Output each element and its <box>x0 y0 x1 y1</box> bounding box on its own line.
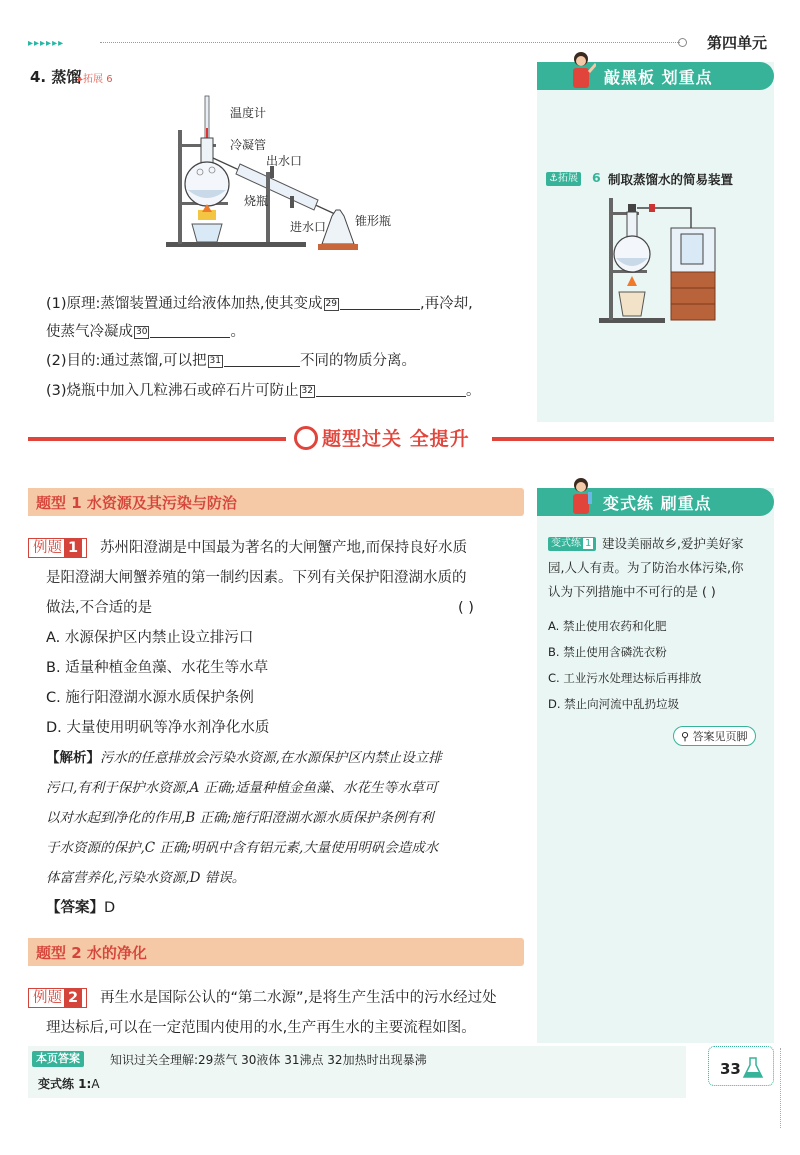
page-number-box <box>708 1046 774 1086</box>
target-icon <box>294 426 318 450</box>
footer-answer-tag: 本页答案 <box>32 1051 84 1067</box>
question-1b: 使蒸气冷凝成 30 。 <box>46 324 245 340</box>
label-conical-flask: 锥形瓶 <box>355 214 392 228</box>
stand-rod <box>178 130 182 244</box>
variant-option-a[interactable]: A. 禁止使用农药和化肥 <box>548 619 667 633</box>
footer-variant-answer: 变式练 1:A <box>38 1077 100 1091</box>
footer-answers-line: 知识过关全理解:29蒸气 30液体 31沸点 32加热时出现暴沸 <box>110 1053 427 1067</box>
label-flask: 烧瓶 <box>244 194 269 208</box>
variant-stem-line-2: 园,人人有责。为了防治水体污染,你 <box>548 560 744 575</box>
variant-option-c[interactable]: C. 工业污水处理达标后再排放 <box>548 671 702 685</box>
teacher-figure-icon <box>566 50 596 92</box>
variant-option-d[interactable]: D. 禁止向河流中乱扔垃圾 <box>548 697 680 711</box>
blank-30[interactable] <box>150 324 230 338</box>
analysis-line-5: 体富营养化,污染水资源,D 错误。 <box>46 870 246 886</box>
analysis-line-4: 于水资源的保护,C 正确;明矾中含有铝元素,大量使用明矾会造成水 <box>46 840 439 856</box>
distillation-apparatus-diagram <box>150 92 390 260</box>
variant-title: 变式练 刷重点 <box>603 494 712 513</box>
blank-32[interactable] <box>316 383 466 397</box>
option-b[interactable]: B. 适量种植金鱼藻、水花生等水草 <box>46 660 269 676</box>
type1-title: 题型 1 水资源及其污染与防治 <box>36 494 237 512</box>
question-2: (2)目的:通过蒸馏,可以把 31 不同的物质分离。 <box>46 353 416 369</box>
blank-number: 32 <box>301 386 313 396</box>
margin-dotted-line <box>780 1048 794 1128</box>
example-1-tag: 例题 1 <box>28 538 87 558</box>
question-3: (3)烧瓶中加入几粒沸石或碎石片可防止 32 。 <box>46 383 481 399</box>
example-1-stem-line-1: 苏州阳澄湖是中国最为著名的大闸蟹产地,而保持良好水质 <box>100 540 468 556</box>
expand-number: 6 <box>592 170 601 185</box>
flask-shape <box>185 162 229 206</box>
teacher-figure-icon <box>566 476 596 518</box>
section-expand-tag: ▸拓展 6 <box>78 74 113 85</box>
answer-paren[interactable]: ( ) <box>458 600 474 616</box>
section-title: 4. 蒸馏 <box>30 68 82 86</box>
variant-tag: 变式练 1 <box>548 537 596 551</box>
variant-option-b[interactable]: B. 禁止使用含磷洗衣粉 <box>548 645 667 659</box>
label-water-out: 出水口 <box>266 154 303 168</box>
type2-header <box>28 938 524 966</box>
variant-stem-line-3[interactable]: 认为下列措施中不可行的是 ( ) <box>548 584 716 599</box>
flask-shape <box>614 236 650 272</box>
key-points-title: 敲黑板 划重点 <box>604 68 713 87</box>
expand-tag: ⚓拓展 <box>546 172 581 186</box>
divider-left <box>28 437 286 441</box>
simple-distillation-diagram <box>595 192 725 324</box>
blank-29[interactable] <box>340 296 420 310</box>
example-1-stem-line-3: 做法,不合适的是 <box>46 600 153 616</box>
answer-line: 【答案】D <box>46 900 116 916</box>
example-2-tag: 例题 2 <box>28 988 87 1008</box>
question-1a: (1)原理:蒸馏装置通过给液体加热,使其变成 29 ,再冷却, <box>46 296 473 312</box>
blank-number: 31 <box>209 356 221 366</box>
analysis-line-1: 【解析】污水的任意排放会污染水资源,在水源保护区内禁止设立排 <box>46 750 442 766</box>
unit-title: 第四单元 <box>707 34 768 52</box>
header-dotted-line <box>100 42 680 43</box>
example-2-stem-line-1: 再生水是国际公认的“第二水源”,是将生产生活中的污水经过处 <box>100 990 497 1006</box>
variant-stem-line-1: 建设美丽故乡,爱护美好家 <box>602 536 744 551</box>
example-2-stem-line-2: 理达标后,可以在一定范围内使用的水,生产再生水的主要流程如图。 <box>46 1020 476 1036</box>
blank-number: 30 <box>136 327 148 337</box>
option-d[interactable]: D. 大量使用明矾等净水剂净化水质 <box>46 720 270 736</box>
header-arrows: ▸▸▸▸▸▸ <box>28 38 65 49</box>
answer-see-footer-button[interactable]: ⚲ 答案见页脚 <box>673 726 756 746</box>
label-condenser: 冷凝管 <box>230 138 267 152</box>
blank-31[interactable] <box>224 353 300 367</box>
example-1-stem-line-2: 是阳澄湖大闸蟹养殖的第一制约因素。下列有关保护阳澄湖水质的 <box>46 570 467 586</box>
option-c[interactable]: C. 施行阳澄湖水源水质保护条例 <box>46 690 254 706</box>
page-number: 33 <box>720 1060 741 1078</box>
divider-title: 题型过关 全提升 <box>322 428 470 450</box>
blank-number: 29 <box>325 299 337 309</box>
conical-flask-shape <box>322 210 354 244</box>
expand-title: 制取蒸馏水的简易装置 <box>608 172 734 187</box>
analysis-line-3: 以对水起到净化的作用,B 正确;施行阳澄湖水源水质保护条例有利 <box>46 810 434 826</box>
analysis-line-2: 污口,有利于保护水资源,A 正确;适量种植金鱼藻、水花生等水草可 <box>46 780 438 796</box>
flask-icon <box>742 1056 764 1080</box>
label-thermometer: 温度计 <box>230 106 267 120</box>
type1-header <box>28 488 524 516</box>
type2-title: 题型 2 水的净化 <box>36 944 147 962</box>
label-water-in: 进水口 <box>290 220 327 234</box>
divider-right <box>492 437 774 441</box>
header-circle-icon <box>678 38 687 47</box>
option-a[interactable]: A. 水源保护区内禁止设立排污口 <box>46 630 254 646</box>
